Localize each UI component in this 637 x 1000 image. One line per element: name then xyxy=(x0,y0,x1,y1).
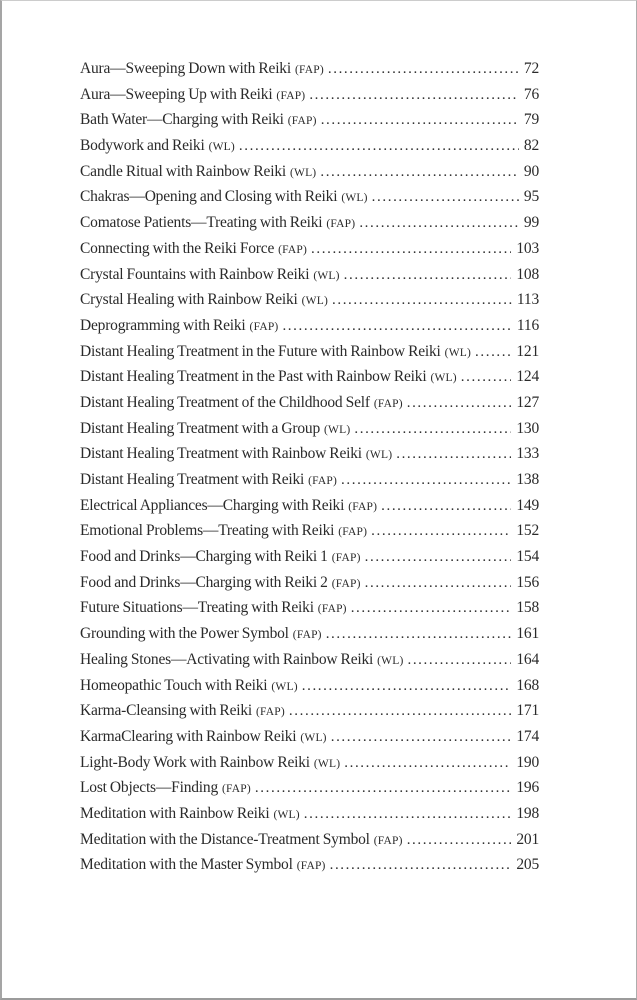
toc-entry-tag: (FAP) xyxy=(338,526,368,539)
dot-leader xyxy=(328,56,519,83)
dot-leader xyxy=(330,852,512,879)
toc-entry xyxy=(80,364,539,390)
toc-entry-page-number: 103 xyxy=(516,239,539,257)
toc-entry xyxy=(80,416,539,442)
toc-entry-page-number: 190 xyxy=(516,753,539,771)
toc-entry-tag: (WL) xyxy=(301,295,328,308)
toc-entry-tag: (WL) xyxy=(324,423,351,436)
dot-leader xyxy=(344,750,511,777)
toc-entry xyxy=(80,339,539,365)
dot-leader xyxy=(381,493,511,520)
dot-leader xyxy=(461,364,512,391)
toc-entry-page-number: 174 xyxy=(516,727,539,745)
toc-entry-page-number: 154 xyxy=(516,548,539,566)
toc-entry-tag: (FAP) xyxy=(249,320,279,333)
toc-entry-title: Aura—Sweeping Down with Reiki xyxy=(80,60,291,77)
toc-entry xyxy=(80,236,539,262)
toc-entry-title: Light-Body Work with Rainbow Reiki xyxy=(80,753,310,771)
toc-entry xyxy=(80,544,539,570)
toc-entry-title: Emotional Problems—Treating with Reiki xyxy=(80,522,335,540)
toc-entry-title: Lost Objects—Finding xyxy=(80,779,219,797)
toc-entry xyxy=(80,621,539,647)
toc-entry-tag: (WL) xyxy=(290,166,317,179)
toc-entry-tag: (WL) xyxy=(377,654,404,667)
toc-entry xyxy=(80,107,539,133)
toc-entry-title: Bath Water—Charging with Reiki xyxy=(80,111,284,129)
toc-entry-title: Bodywork and Reiki xyxy=(80,137,205,155)
dot-leader xyxy=(326,621,512,648)
toc-entry-tag: (FAP) xyxy=(373,834,403,847)
toc-entry-title: Candle Ritual with Rainbow Reiki xyxy=(80,162,286,180)
toc-entry-page-number: 72 xyxy=(523,60,539,77)
toc-entry-title: Grounding with the Power Symbol xyxy=(80,625,289,643)
toc-entry-page-number: 79 xyxy=(523,111,539,129)
toc-entry-page-number: 113 xyxy=(516,291,539,309)
toc-entry xyxy=(80,210,539,236)
toc-entry-title: Distant Healing Treatment in the Past with Rainbow Reiki xyxy=(80,368,427,386)
toc-entry-tag: (WL) xyxy=(273,808,300,821)
toc-entry-page-number: 124 xyxy=(516,368,539,386)
toc-entry-title: Distant Healing Treatment of the Childhood Self xyxy=(80,393,370,411)
toc-entry-title: Meditation with Rainbow Reiki xyxy=(80,804,270,822)
toc-entry-page-number: 127 xyxy=(516,393,539,411)
toc-entry xyxy=(80,750,539,776)
toc-entry-title: Meditation with the Master Symbol xyxy=(80,856,293,874)
toc-entry xyxy=(80,56,539,82)
toc-entry-title: Distant Healing Treatment in the Future with Rainbow Reiki xyxy=(80,342,441,360)
toc-entry-title: Comatose Patients—Treating with Reiki xyxy=(80,214,323,232)
toc-entry-title: Food and Drinks—Charging with Reiki 1 xyxy=(80,548,328,566)
toc-entry-tag: (WL) xyxy=(300,731,327,744)
dot-leader xyxy=(371,518,511,545)
dot-leader xyxy=(255,775,511,802)
toc-entry xyxy=(80,467,539,493)
toc-entry-page-number: 196 xyxy=(516,779,539,797)
toc-entry xyxy=(80,852,539,878)
toc-entry-page-number: 121 xyxy=(516,342,539,360)
toc-entry-tag: (FAP) xyxy=(331,577,361,590)
toc-entry xyxy=(80,595,539,621)
toc-entry-page-number: 171 xyxy=(516,702,539,720)
toc-entry-tag: (WL) xyxy=(271,680,298,693)
dot-leader xyxy=(321,107,519,134)
toc-list xyxy=(80,56,539,878)
toc-entry xyxy=(80,698,539,724)
toc-entry-page-number: 90 xyxy=(523,162,539,180)
toc-entry-page-number: 130 xyxy=(516,419,539,437)
dot-leader xyxy=(302,673,512,700)
dot-leader xyxy=(396,441,511,468)
toc-entry-tag: (WL) xyxy=(341,192,368,205)
toc-entry xyxy=(80,82,539,108)
toc-entry-tag: (FAP) xyxy=(348,500,378,513)
dot-leader xyxy=(311,236,511,263)
toc-entry-tag: (WL) xyxy=(313,269,340,282)
toc-entry-title: Crystal Healing with Rainbow Reiki xyxy=(80,291,298,309)
toc-entry xyxy=(80,518,539,544)
toc-entry-page-number: 116 xyxy=(516,316,539,334)
dot-leader xyxy=(344,262,512,289)
toc-entry-title: Chakras—Opening and Closing with Reiki xyxy=(80,188,338,206)
toc-entry xyxy=(80,313,539,339)
toc-entry-page-number: 161 xyxy=(516,625,539,643)
dot-leader xyxy=(332,287,512,314)
toc-entry xyxy=(80,673,539,699)
toc-entry-title: Healing Stones—Activating with Rainbow Reiki xyxy=(80,650,374,668)
dot-leader xyxy=(365,570,512,597)
toc-entry xyxy=(80,827,539,853)
toc-entry-page-number: 205 xyxy=(516,856,539,874)
dot-leader xyxy=(341,467,511,494)
toc-entry xyxy=(80,133,539,159)
toc-entry-tag: (FAP) xyxy=(308,475,338,487)
dot-leader xyxy=(372,184,519,211)
toc-entry xyxy=(80,570,539,596)
dot-leader xyxy=(407,827,512,854)
toc-entry-title: Distant Healing Treatment with a Group xyxy=(80,419,321,437)
toc-entry xyxy=(80,801,539,827)
toc-entry-page-number: 149 xyxy=(516,496,539,514)
toc-entry-page-number: 99 xyxy=(523,214,539,232)
dot-leader xyxy=(365,544,512,571)
toc-entry-tag: (FAP) xyxy=(222,783,251,796)
toc-entry-tag: (WL) xyxy=(365,449,393,462)
toc-entry-title: Aura—Sweeping Up with Reiki xyxy=(80,85,273,103)
toc-entry-page-number: 138 xyxy=(516,471,539,488)
toc-entry-title: Connecting with the Reiki Force xyxy=(80,239,275,257)
toc-entry xyxy=(80,262,539,288)
toc-entry-page-number: 76 xyxy=(523,85,539,103)
toc-entry-page-number: 82 xyxy=(523,137,539,155)
dot-leader xyxy=(354,416,511,443)
toc-entry-title: Future Situations—Treating with Reiki xyxy=(80,599,314,617)
toc-entry-tag: (FAP) xyxy=(276,89,306,102)
dot-leader xyxy=(359,210,519,237)
toc-entry-title: Distant Healing Treatment with Rainbow Reiki xyxy=(80,445,362,463)
toc-entry-title: Electrical Appliances—Charging with Reiki xyxy=(80,496,345,514)
toc-entry-tag: (FAP) xyxy=(331,552,361,565)
toc-entry-tag: (WL) xyxy=(444,346,472,359)
toc-entry-tag: (WL) xyxy=(313,757,341,770)
toc-entry-tag: (FAP) xyxy=(278,243,308,256)
toc-entry-tag: (WL) xyxy=(430,372,457,385)
toc-entry-page-number: 108 xyxy=(516,265,539,283)
toc-entry-title: Deprogramming with Reiki xyxy=(80,316,246,334)
toc-entry-page-number: 201 xyxy=(516,830,539,848)
toc-entry-page-number: 168 xyxy=(516,676,539,694)
dot-leader xyxy=(320,159,519,186)
dot-leader xyxy=(239,133,519,160)
dot-leader xyxy=(475,339,511,366)
toc-entry-tag: (FAP) xyxy=(296,860,326,873)
toc-entry-tag: (FAP) xyxy=(326,218,356,231)
toc-entry xyxy=(80,287,539,313)
toc-entry xyxy=(80,390,539,416)
toc-entry-title: Distant Healing Treatment with Reiki xyxy=(80,471,305,488)
dot-leader xyxy=(282,313,511,340)
toc-entry-title: Homeopathic Touch with Reiki xyxy=(80,676,268,694)
toc-entry xyxy=(80,159,539,185)
toc-entry-page-number: 95 xyxy=(523,188,539,206)
dot-leader xyxy=(304,801,512,828)
dot-leader xyxy=(407,647,511,674)
toc-entry-title: KarmaClearing with Rainbow Reiki xyxy=(80,727,297,745)
toc-entry xyxy=(80,724,539,750)
toc-entry xyxy=(80,184,539,210)
toc-entry-tag: (FAP) xyxy=(287,115,317,128)
toc-entry-page-number: 133 xyxy=(516,445,539,463)
toc-entry-page-number: 152 xyxy=(516,522,539,540)
toc-entry-tag: (FAP) xyxy=(317,603,347,616)
toc-entry-title: Crystal Fountains with Rainbow Reiki xyxy=(80,265,310,283)
toc-entry-tag: (FAP) xyxy=(256,706,285,719)
dot-leader xyxy=(351,595,512,622)
toc-entry-tag: (FAP) xyxy=(294,64,324,76)
dot-leader xyxy=(309,82,519,109)
toc-entry-title: Karma-Cleansing with Reiki xyxy=(80,702,253,720)
toc-entry-title: Meditation with the Distance-Treatment Symbol xyxy=(80,830,370,848)
toc-entry-title: Food and Drinks—Charging with Reiki 2 xyxy=(80,573,328,591)
toc-entry-page-number: 158 xyxy=(516,599,539,617)
toc-entry xyxy=(80,775,539,801)
toc-entry-page-number: 198 xyxy=(516,804,539,822)
toc-entry-tag: (WL) xyxy=(208,141,235,154)
toc-entry-tag: (FAP) xyxy=(292,629,322,642)
toc-entry xyxy=(80,647,539,673)
toc-entry xyxy=(80,493,539,519)
dot-leader xyxy=(331,724,512,751)
toc-entry xyxy=(80,441,539,467)
dot-leader xyxy=(407,390,512,417)
toc-entry-page-number: 164 xyxy=(516,650,539,668)
toc-entry-tag: (FAP) xyxy=(373,397,403,410)
dot-leader xyxy=(289,698,511,725)
toc-entry-page-number: 156 xyxy=(516,573,539,591)
